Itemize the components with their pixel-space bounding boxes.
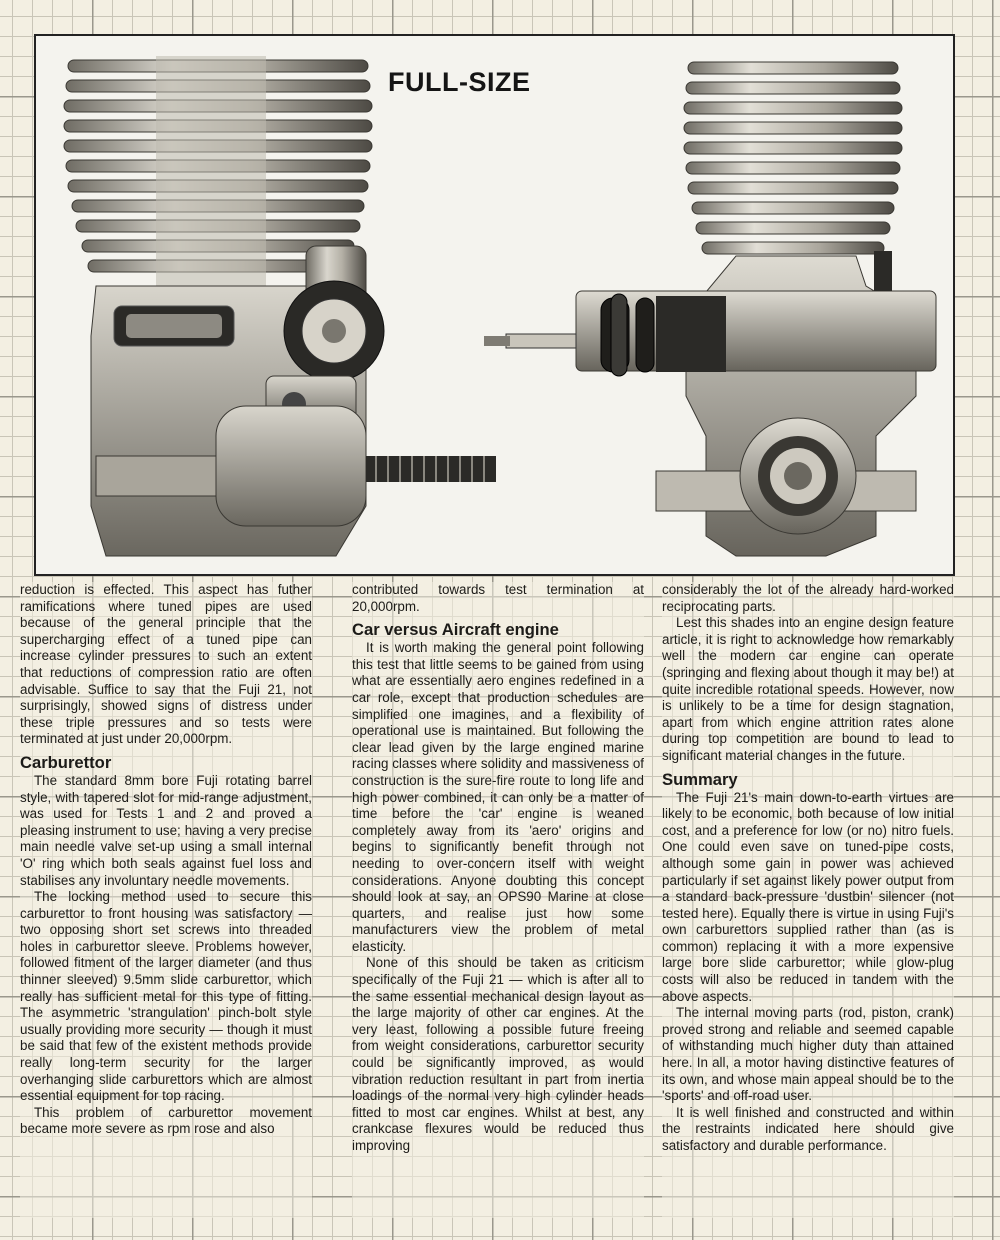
text-column-3 bbox=[662, 582, 954, 1218]
paragraph: considerably the lot of the already hard-worked reciprocating parts. bbox=[662, 582, 954, 614]
paragraph: The standard 8mm bore Fuji rotating barrel style, with tapered slot for mid-range adjustment, was used for Tests 1 and 2 and proved a pleasing instrument to use; having a very precise main needle valve set-up using a small internal 'O' ring which both seals against fuel loss and stabilises any involuntary needle movements. bbox=[20, 772, 312, 888]
photo-caption-title: FULL-SIZE bbox=[388, 67, 531, 97]
section-heading-summary: Summary bbox=[662, 769, 738, 789]
paragraph: reduction is effected. This aspect has futher ramifications where tuned pipes are used because of the general principle that the supercharging effect of a tuned pipe can increase cylinder pressures to such an extent that reductions of compression ratio are often advisable. Suffice to say that the Fuji 21, not surprisingly, showed signs of distress under these triple pressures and so tests were terminated at just under 20,000rpm. bbox=[20, 582, 312, 747]
section-heading-carburettor: Carburettor bbox=[20, 752, 112, 772]
paragraph: It is worth making the general point following this test that little seems to be gained from using what are essentially aero engines redefined in a car role, except that production schedules are simplified one imagines, and a flexibility of operational use is maintained. But following the clear lead given by the large engined marine racing classes where solidity and massiveness of construction is the sure-fire route to long life and high power combined, it can only be a matter of time before the 'car' engine is weaned completely away from its 'aero' origins and begins to significantly benefit through not needing to over-concern itself with weight considerations. Anyone doubting this concept should look at say, an OPS90 Marine at close quarters, and realise just how some manufacturers view the problem of metal elasticity. bbox=[352, 640, 644, 954]
paragraph: It is well finished and constructed and within the restraints indicated here should give satisfactory and durable performance. bbox=[662, 1104, 954, 1153]
engine-rear-view-image bbox=[36, 36, 953, 574]
article-body bbox=[0, 582, 1000, 1222]
text-column-2 bbox=[352, 582, 644, 1218]
text-column-1 bbox=[20, 582, 312, 1218]
paragraph: The internal moving parts (rod, piston, crank) proved strong and reliable and seemed capable of withstanding much higher duty than attained here. In all, a motor having distinctive features of its own, and whose main appeal should be to the 'sports' and off-road user. bbox=[662, 1005, 954, 1104]
paragraph: Lest this shades into an engine design feature article, it is right to acknowledge how remarkably well the modern car engine can operate (springing and flexing about though it may be!) at quite incredible rotational speeds. However, now is unlikely to be a time for design stagnation, apart from which engine attrition rates alone during top competition are bound to lead to significant material changes in the future. bbox=[662, 615, 954, 763]
paragraph: contributed towards test termination at 20,000rpm. bbox=[352, 582, 644, 614]
engine-photograph bbox=[34, 34, 955, 576]
paragraph: None of this should be taken as criticism specifically of the Fuji 21 — which is after all to the same essential mechanical design layout as the large majority of other car engines. At the very least, following a possible future freeing from weight considerations, carburettor security could be significantly improved, as would vibration reduction resultant in part from inertia loadings of the normal very high cylinder heads fitted to most car engines. Whilst at best, any crankcase flexures would be reduced thus improving bbox=[352, 955, 644, 1153]
paragraph: This problem of carburettor movement became more severe as rpm rose and also bbox=[20, 1104, 312, 1137]
section-heading-car-versus-aircraft: Car versus Aircraft engine bbox=[352, 620, 559, 640]
paragraph: The locking method used to secure this carburettor to front housing was satisfactory — two opposing short set screws into threaded holes in carburettor sleeve. Problems however, followed fitment of the larger diameter (and thus thinner sleeved) 9.5mm slide carburettor, which really has sufficient metal for this type of fitting. The asymmetric 'strangulation' pinch-bolt style usually providing more security — though it must be said that few of the existent methods provide really long-term security for the larger overhanging slide carburettors which are almost essential equipment for top racing. bbox=[20, 889, 312, 1104]
paragraph: The Fuji 21's main down-to-earth virtues are likely to be economic, both because of low initial cost, and a preference for low (or no) nitro fuels. One could even save on tuned-pipe costs, although some gain in power was achieved particularly if set against likely power output from a standard back-pressure 'dustbin' silencer (not tested here). Equally there is virtue in using Fuji's own carburettors supplied rather than (as is common) replacing it with a more expensive large bore slide carburettor; while glow-plug costs will also be reduced in tandem with the above aspects. bbox=[662, 789, 954, 1004]
